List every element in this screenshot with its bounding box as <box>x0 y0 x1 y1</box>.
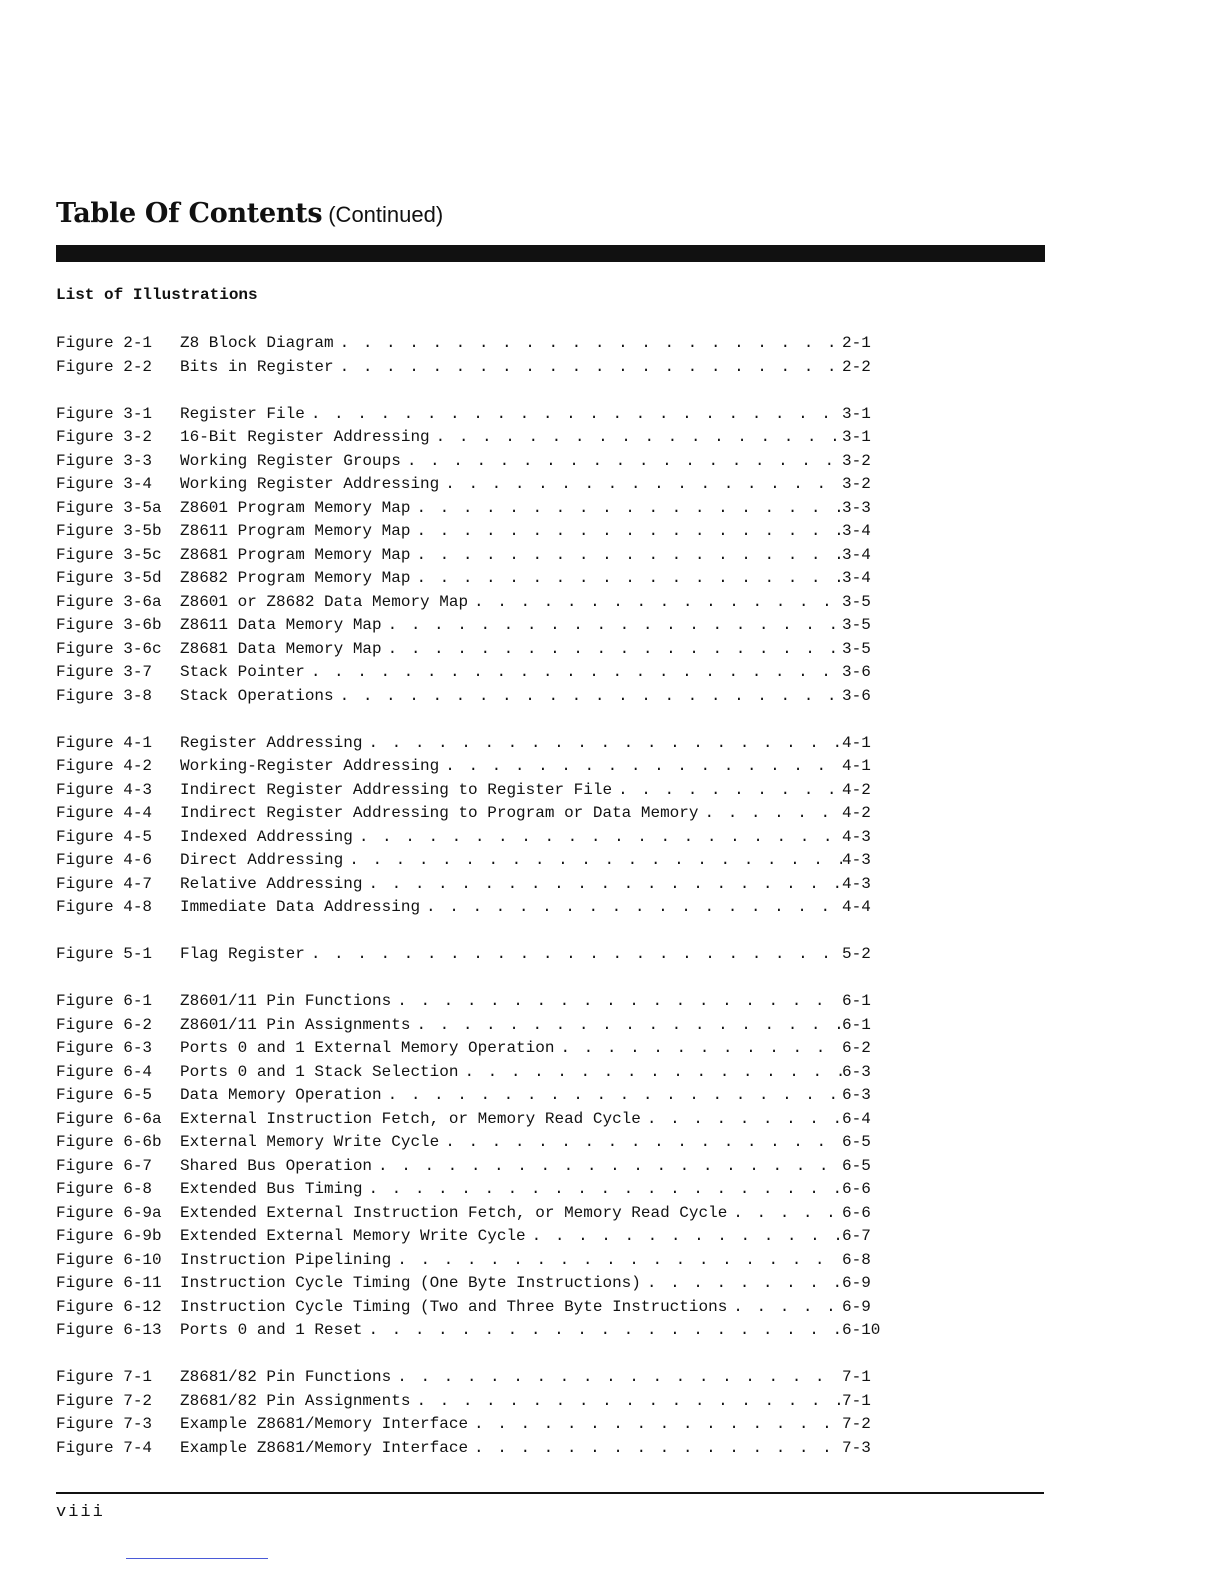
toc-entry[interactable] <box>56 426 886 450</box>
dot-leader <box>439 1131 842 1155</box>
dot-leader <box>334 356 842 380</box>
toc-entry[interactable] <box>56 849 886 873</box>
figure-title: Bits in Register <box>180 357 334 376</box>
figure-number: Figure 2-1 <box>56 334 153 352</box>
dot-leader <box>554 1037 842 1061</box>
page-reference: 6-6 <box>842 1203 871 1222</box>
page-reference: 3-2 <box>842 451 871 470</box>
toc-entry[interactable] <box>56 873 886 897</box>
toc-entry[interactable] <box>56 1202 886 1226</box>
toc-entry[interactable] <box>56 896 886 920</box>
figure-title: Z8682 Program Memory Map <box>180 569 411 587</box>
figure-number: Figure 4-1 <box>56 733 153 752</box>
toc-entry[interactable] <box>56 826 886 850</box>
toc-entry[interactable] <box>56 1131 886 1155</box>
page-reference: 7-1 <box>842 1368 871 1386</box>
figure-group <box>56 403 886 709</box>
dot-leader <box>382 1084 842 1108</box>
page-number: viii <box>56 1503 105 1522</box>
figure-title: Extended External Instruction Fetch, or Memory Read Cycle <box>180 1203 728 1222</box>
page-reference: 6-2 <box>842 1039 871 1057</box>
figure-number: Figure 6-4 <box>56 1062 153 1081</box>
figure-title: Working-Register Addressing <box>180 757 440 775</box>
toc-entry[interactable] <box>56 1366 886 1390</box>
page-title <box>56 198 443 229</box>
figure-title: Z8601 or Z8682 Data Memory Map <box>180 592 469 611</box>
figure-group <box>56 943 886 967</box>
dot-leader <box>468 1413 842 1437</box>
toc-entry[interactable] <box>56 755 886 779</box>
figure-title: Extended External Memory Write Cycle <box>180 1227 526 1245</box>
figure-number: Figure 4-3 <box>56 780 153 799</box>
dot-leader <box>468 1437 842 1461</box>
figure-number: Figure 6-11 <box>56 1274 162 1292</box>
toc-entry[interactable] <box>56 614 886 638</box>
page-reference: 3-3 <box>842 498 871 517</box>
figure-title: Stack Operations <box>180 686 334 705</box>
figure-number: Figure 6-5 <box>56 1086 153 1104</box>
figure-number: Figure 6-1 <box>56 992 153 1010</box>
figure-number: Figure 7-1 <box>56 1368 153 1386</box>
page-reference: 6-9 <box>842 1297 871 1316</box>
toc-entry[interactable] <box>56 520 886 544</box>
page-title-main: Table Of Contents <box>56 198 323 229</box>
dot-leader <box>334 685 842 709</box>
toc-entry[interactable] <box>56 1014 886 1038</box>
figure-number: Figure 4-5 <box>56 827 153 846</box>
figure-number: Figure 3-5a <box>56 498 162 517</box>
figure-number: Figure 3-1 <box>56 404 153 423</box>
toc-entry[interactable] <box>56 1272 886 1296</box>
figure-title: Instruction Pipelining <box>180 1250 392 1269</box>
page-reference: 7-3 <box>842 1438 871 1457</box>
dot-leader <box>410 497 842 521</box>
toc-entry[interactable] <box>56 990 886 1014</box>
illustrations-list <box>56 332 886 1484</box>
dot-leader <box>410 544 842 568</box>
page-reference: 4-3 <box>842 851 871 869</box>
figure-number: Figure 3-8 <box>56 686 153 705</box>
page-reference: 3-5 <box>842 616 871 634</box>
page-reference: 3-5 <box>842 592 871 611</box>
dot-leader <box>727 1202 842 1226</box>
section-heading: List of Illustrations <box>56 286 258 304</box>
toc-entry[interactable] <box>56 450 886 474</box>
toc-entry[interactable] <box>56 1249 886 1273</box>
figure-number: Figure 6-9a <box>56 1203 162 1222</box>
figure-number: Figure 3-5d <box>56 569 162 587</box>
toc-entry[interactable] <box>56 497 886 521</box>
figure-group <box>56 990 886 1343</box>
dot-leader <box>410 1014 842 1038</box>
figure-title: Z8611 Program Memory Map <box>180 522 411 540</box>
dot-leader <box>343 849 842 873</box>
page-reference: 4-1 <box>842 733 871 752</box>
figure-title: Relative Addressing <box>180 874 363 893</box>
figure-title: Z8681/82 Pin Functions <box>180 1368 392 1386</box>
dot-leader <box>401 450 842 474</box>
page-reference: 6-3 <box>842 1062 871 1081</box>
dot-leader <box>727 1296 842 1320</box>
figure-title: Z8681 Program Memory Map <box>180 545 411 564</box>
figure-title: Indirect Register Addressing to Program or Data Memory <box>180 804 699 822</box>
page-reference: 6-1 <box>842 992 871 1010</box>
figure-number: Figure 3-7 <box>56 663 153 681</box>
figure-title: Example Z8681/Memory Interface <box>180 1415 469 1433</box>
title-rule-bar <box>56 245 1045 262</box>
toc-entry[interactable] <box>56 638 886 662</box>
figure-title: Extended Bus Timing <box>180 1180 363 1198</box>
toc-entry[interactable] <box>56 1061 886 1085</box>
figure-title: Z8601/11 Pin Assignments <box>180 1015 411 1034</box>
figure-title: Indexed Addressing <box>180 827 353 846</box>
figure-number: Figure 6-9b <box>56 1227 162 1245</box>
figure-number: Figure 4-6 <box>56 851 153 869</box>
toc-entry[interactable] <box>56 403 886 427</box>
page-reference: 5-2 <box>842 945 871 963</box>
figure-number: Figure 6-12 <box>56 1297 162 1316</box>
figure-title: Z8681 Data Memory Map <box>180 639 382 658</box>
page-reference: 3-4 <box>842 545 871 564</box>
toc-entry[interactable] <box>56 473 886 497</box>
page-title-continued: (Continued) <box>328 202 444 227</box>
dot-leader <box>362 873 842 897</box>
figure-number: Figure 7-4 <box>56 1438 153 1457</box>
page-reference: 3-4 <box>842 569 871 587</box>
dot-leader <box>439 473 842 497</box>
dot-leader <box>420 896 842 920</box>
toc-entry[interactable] <box>56 943 886 967</box>
figure-number: Figure 6-7 <box>56 1156 153 1175</box>
toc-entry[interactable] <box>56 1178 886 1202</box>
dot-leader <box>362 732 842 756</box>
figure-title: Instruction Cycle Timing (Two and Three Byte Instructions <box>180 1297 728 1316</box>
dot-leader <box>353 826 842 850</box>
dot-leader <box>305 403 842 427</box>
toc-entry[interactable] <box>56 1437 886 1461</box>
figure-number: Figure 6-10 <box>56 1250 162 1269</box>
toc-entry[interactable] <box>56 661 886 685</box>
figure-group <box>56 732 886 920</box>
figure-title: Working Register Groups <box>180 451 401 470</box>
page-reference: 3-1 <box>842 428 871 446</box>
figure-title: Data Memory Operation <box>180 1086 382 1104</box>
figure-number: Figure 3-6b <box>56 616 162 634</box>
figure-number: Figure 4-7 <box>56 874 153 893</box>
page-reference: 6-7 <box>842 1227 871 1245</box>
figure-title: Z8681/82 Pin Assignments <box>180 1391 411 1410</box>
page-reference: 4-4 <box>842 898 871 916</box>
figure-title: Z8611 Data Memory Map <box>180 616 382 634</box>
page-reference: 4-2 <box>842 780 871 799</box>
dot-leader <box>641 1272 842 1296</box>
toc-entry[interactable] <box>56 779 886 803</box>
figure-number: Figure 6-6a <box>56 1109 162 1128</box>
dot-leader <box>641 1108 842 1132</box>
dot-leader <box>410 520 842 544</box>
toc-entry[interactable] <box>56 1296 886 1320</box>
toc-entry[interactable] <box>56 1108 886 1132</box>
figure-number: Figure 6-3 <box>56 1039 153 1057</box>
toc-entry[interactable] <box>56 1155 886 1179</box>
dot-leader <box>305 661 842 685</box>
figure-number: Figure 3-5b <box>56 522 162 540</box>
page-reference: 4-2 <box>842 804 871 822</box>
figure-title: Example Z8681/Memory Interface <box>180 1438 469 1457</box>
toc-entry[interactable] <box>56 1390 886 1414</box>
page-reference: 2-2 <box>842 357 871 376</box>
figure-number: Figure 4-2 <box>56 757 153 775</box>
figure-title: Flag Register <box>180 945 305 963</box>
page-reference: 6-4 <box>842 1109 871 1128</box>
page-reference: 6-8 <box>842 1250 871 1269</box>
page-reference: 3-4 <box>842 522 871 540</box>
figure-number: Figure 6-8 <box>56 1180 153 1198</box>
figure-number: Figure 6-13 <box>56 1321 162 1339</box>
figure-title: 16-Bit Register Addressing <box>180 428 430 446</box>
dot-leader <box>468 591 842 615</box>
link-underline <box>126 1558 268 1559</box>
dot-leader <box>410 1390 842 1414</box>
dot-leader <box>362 1319 842 1343</box>
page-reference: 6-1 <box>842 1015 871 1034</box>
page-reference: 3-2 <box>842 475 871 493</box>
figure-title: Z8601 Program Memory Map <box>180 498 411 517</box>
dot-leader <box>458 1061 842 1085</box>
page-reference: 3-5 <box>842 639 871 658</box>
dot-leader <box>430 426 842 450</box>
figure-number: Figure 7-3 <box>56 1415 153 1433</box>
figure-title: Z8601/11 Pin Functions <box>180 992 392 1010</box>
figure-title: Z8 Block Diagram <box>180 334 334 352</box>
page-reference: 6-6 <box>842 1180 871 1198</box>
toc-entry[interactable] <box>56 1413 886 1437</box>
figure-group <box>56 1366 886 1460</box>
figure-number: Figure 3-4 <box>56 475 153 493</box>
page-reference: 7-2 <box>842 1415 871 1433</box>
dot-leader <box>382 614 842 638</box>
toc-entry[interactable] <box>56 544 886 568</box>
toc-entry[interactable] <box>56 1037 886 1061</box>
footer-rule <box>56 1492 1044 1494</box>
dot-leader <box>362 1178 842 1202</box>
figure-group <box>56 332 886 379</box>
figure-number: Figure 3-3 <box>56 451 153 470</box>
toc-entry[interactable] <box>56 732 886 756</box>
figure-number: Figure 3-6a <box>56 592 162 611</box>
toc-entry[interactable] <box>56 1225 886 1249</box>
figure-number: Figure 4-4 <box>56 804 153 822</box>
dot-leader <box>305 943 842 967</box>
figure-title: External Memory Write Cycle <box>180 1133 440 1151</box>
toc-entry[interactable] <box>56 332 886 356</box>
figure-title: Ports 0 and 1 External Memory Operation <box>180 1039 555 1057</box>
figure-number: Figure 3-2 <box>56 428 153 446</box>
toc-entry[interactable] <box>56 567 886 591</box>
figure-title: Shared Bus Operation <box>180 1156 373 1175</box>
figure-title: Indirect Register Addressing to Register File <box>180 780 613 799</box>
figure-title: Register File <box>180 404 305 423</box>
page-reference: 3-1 <box>842 404 871 423</box>
dot-leader <box>391 1249 842 1273</box>
dot-leader <box>439 755 842 779</box>
dot-leader <box>391 1366 842 1390</box>
page-reference: 6-5 <box>842 1156 871 1175</box>
page-reference: 3-6 <box>842 663 871 681</box>
toc-entry[interactable] <box>56 1319 886 1343</box>
dot-leader <box>612 779 842 803</box>
page-reference: 6-5 <box>842 1133 871 1151</box>
figure-title: Working Register Addressing <box>180 475 440 493</box>
page-reference: 6-10 <box>842 1321 881 1339</box>
figure-title: Register Addressing <box>180 733 363 752</box>
page-reference: 4-3 <box>842 874 871 893</box>
page-reference: 4-3 <box>842 827 871 846</box>
dot-leader <box>698 802 842 826</box>
toc-entry[interactable] <box>56 802 886 826</box>
dot-leader <box>334 332 842 356</box>
page-reference: 2-1 <box>842 334 871 352</box>
figure-title: Ports 0 and 1 Stack Selection <box>180 1062 459 1081</box>
figure-number: Figure 5-1 <box>56 945 153 963</box>
figure-title: Ports 0 and 1 Reset <box>180 1321 363 1339</box>
figure-number: Figure 6-6b <box>56 1133 162 1151</box>
dot-leader <box>410 567 842 591</box>
figure-title: Direct Addressing <box>180 851 344 869</box>
figure-title: Stack Pointer <box>180 663 305 681</box>
figure-number: Figure 3-5c <box>56 545 162 564</box>
figure-number: Figure 3-6c <box>56 639 162 658</box>
toc-entry[interactable] <box>56 1084 886 1108</box>
figure-title: Instruction Cycle Timing (One Byte Instructions) <box>180 1274 641 1292</box>
dot-leader <box>372 1155 842 1179</box>
toc-entry[interactable] <box>56 591 886 615</box>
page-reference: 6-3 <box>842 1086 871 1104</box>
toc-entry[interactable] <box>56 356 886 380</box>
page-reference: 7-1 <box>842 1391 871 1410</box>
page-reference: 6-9 <box>842 1274 871 1292</box>
figure-title: Immediate Data Addressing <box>180 898 421 916</box>
page-reference: 4-1 <box>842 757 871 775</box>
figure-number: Figure 2-2 <box>56 357 153 376</box>
dot-leader <box>382 638 842 662</box>
dot-leader <box>391 990 842 1014</box>
page-reference: 3-6 <box>842 686 871 705</box>
figure-number: Figure 4-8 <box>56 898 153 916</box>
figure-number: Figure 6-2 <box>56 1015 153 1034</box>
figure-number: Figure 7-2 <box>56 1391 153 1410</box>
dot-leader <box>526 1225 842 1249</box>
figure-title: External Instruction Fetch, or Memory Read Cycle <box>180 1109 641 1128</box>
toc-entry[interactable] <box>56 685 886 709</box>
